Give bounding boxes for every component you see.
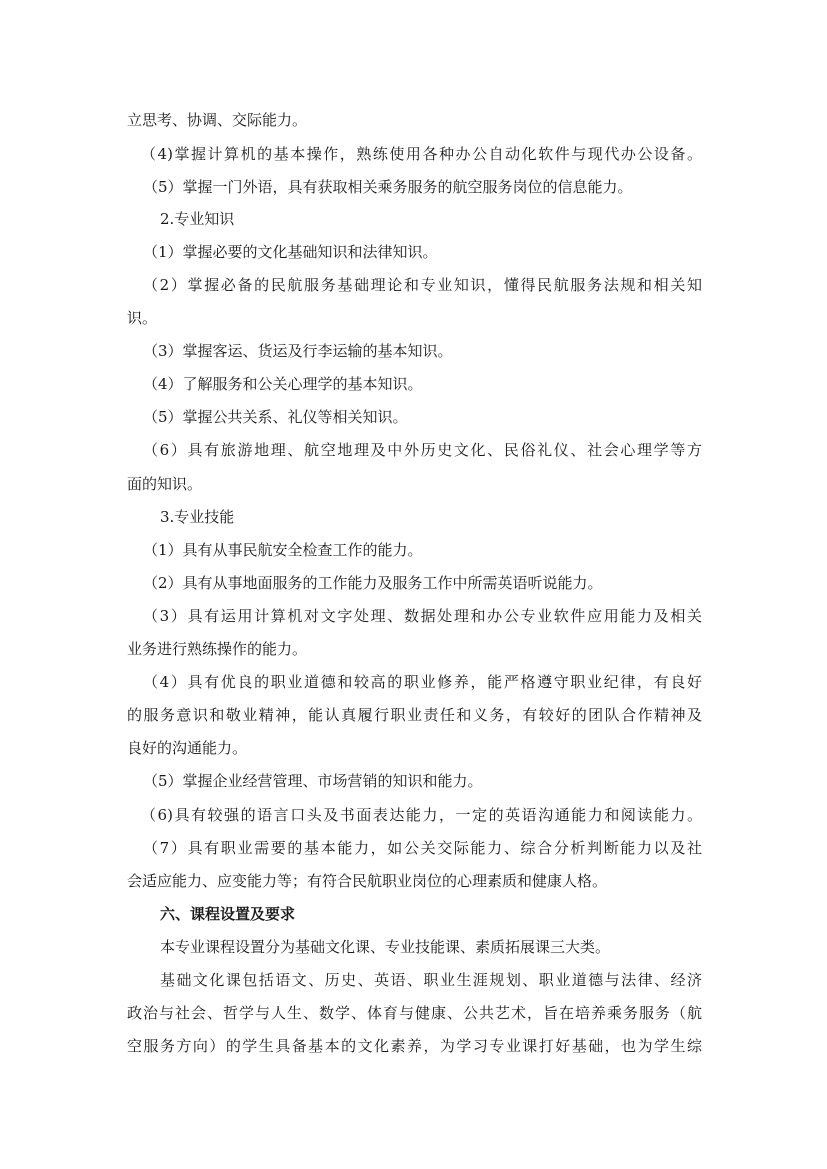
text-line: 面的知识。 [127, 475, 203, 493]
text-line: 识。 [127, 309, 158, 327]
text-line: （4）具有优良的职业道德和较高的职业修养，能严格遵守职业纪律，有良好 [143, 673, 702, 691]
section-heading: 3.专业技能 [160, 508, 235, 526]
text-line: （2）具有从事地面服务的工作能力及服务工作中所需英语听说能力。 [143, 574, 603, 592]
text-line: 业务进行熟练操作的能力。 [127, 640, 308, 658]
text-line: （3）具有运用计算机对文字处理、数据处理和办公专业软件应用能力及相关 [143, 607, 702, 625]
text-line: （6）具有旅游地理、航空地理及中外历史文化、民俗礼仪、社会心理学等方 [143, 441, 702, 459]
section-heading: 2.专业知识 [160, 210, 235, 228]
text-line: （1）掌握必要的文化基础知识和法律知识。 [143, 243, 438, 261]
text-line: 良好的沟通能力。 [127, 739, 248, 757]
text-line: （5）掌握公共关系、礼仪等相关知识。 [143, 408, 408, 426]
text-line: （6)具有较强的语言口头及书面表达能力，一定的英语沟通能力和阅读能力。 [141, 806, 702, 824]
text-line: （7）具有职业需要的基本能力，如公关交际能力、综合分析判断能力以及社 [143, 839, 702, 857]
text-line: （1）具有从事民航安全检查工作的能力。 [143, 541, 423, 559]
text-line: （3）掌握客运、货运及行李运输的基本知识。 [143, 342, 453, 360]
text-line: 本专业课程设置分为基础文化课、专业技能课、素质拓展课三大类。 [160, 938, 611, 956]
text-line: 政治与社会、哲学与人生、数学、体育与健康、公共艺术，旨在培养乘务服务（航 [127, 1004, 702, 1022]
text-line: （5）掌握企业经营管理、市场营销的知识和能力。 [143, 772, 483, 790]
text-line: （2）掌握必备的民航服务基础理论和专业知识，懂得民航服务法规和相关知 [143, 276, 702, 294]
text-line: 会适应能力、应变能力等；有符合民航职业岗位的心理素质和健康人格。 [127, 872, 608, 890]
text-line: （5）掌握一门外语，具有获取相关乘务服务的航空服务岗位的信息能力。 [143, 178, 633, 196]
text-line: 的服务意识和敬业精神，能认真履行职业责任和义务，有较好的团队合作精神及 [127, 706, 702, 724]
text-line: 空服务方向）的学生具备基本的文化素养，为学习专业课打好基础，也为学生综 [127, 1037, 702, 1055]
chapter-heading: 六、课程设置及要求 [160, 905, 296, 923]
text-line: 立思考、协调、交际能力。 [127, 111, 308, 129]
text-line: （4）了解服务和公关心理学的基本知识。 [143, 375, 423, 393]
text-line: 基础文化课包括语文、历史、英语、职业生涯规划、职业道德与法律、经济 [160, 971, 702, 989]
text-line: （4)掌握计算机的基本操作，熟练使用各种办公自动化软件与现代办公设备。 [141, 145, 702, 163]
